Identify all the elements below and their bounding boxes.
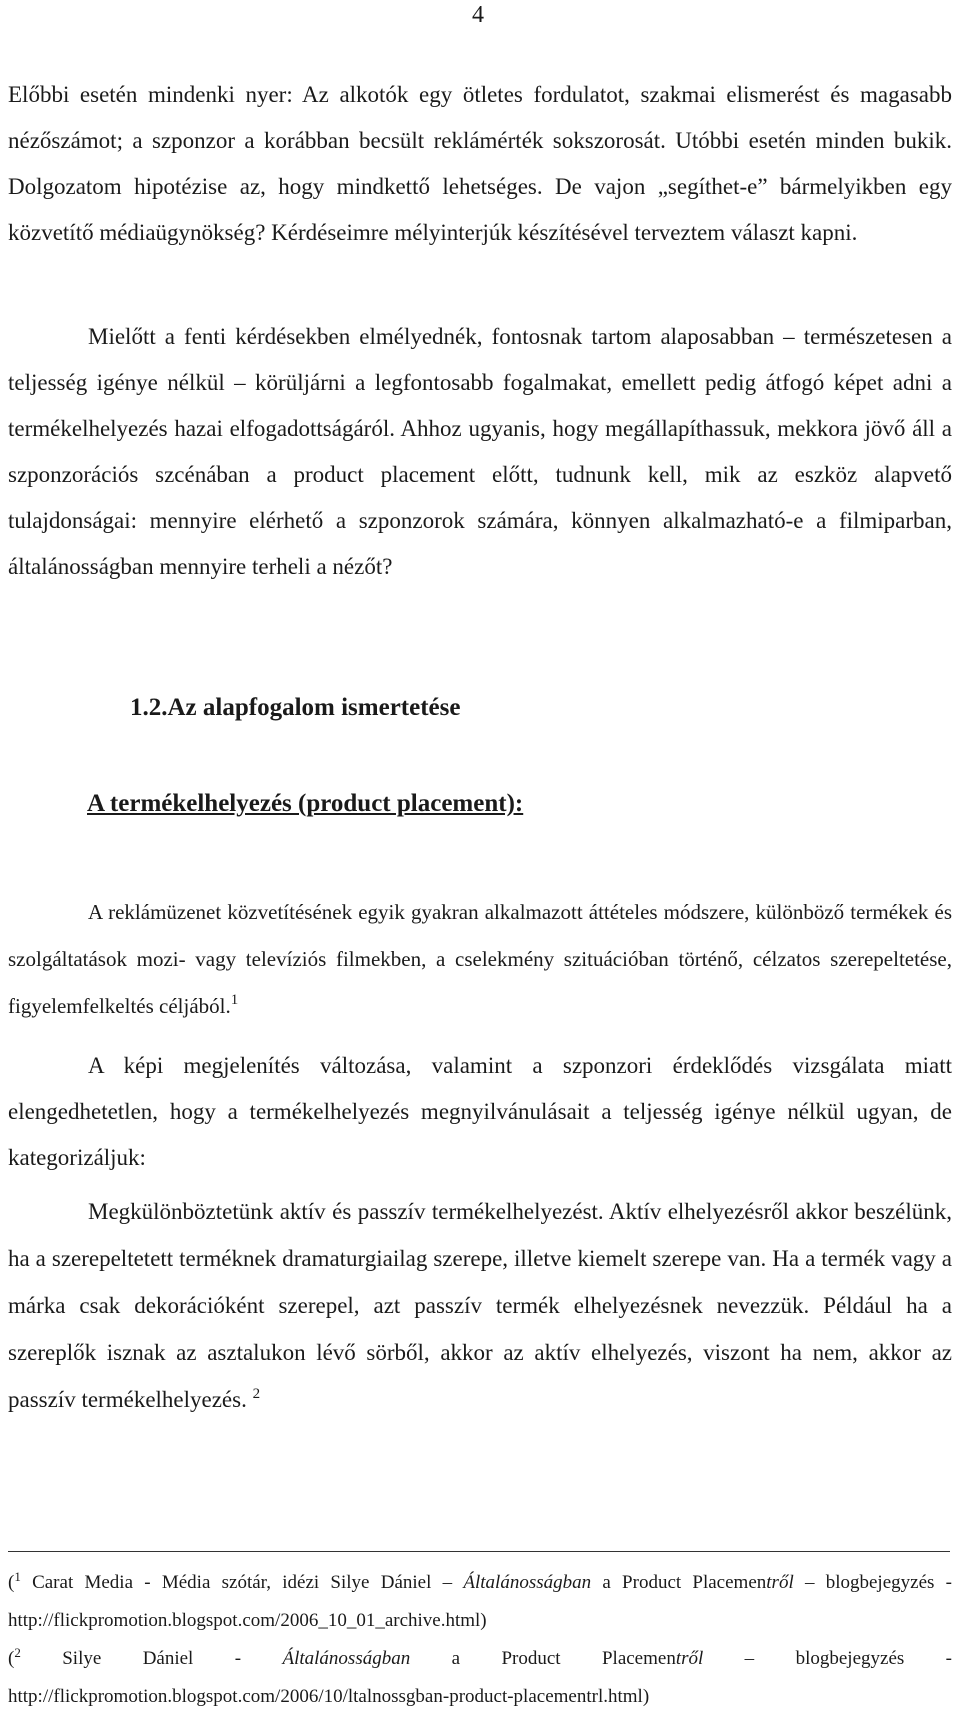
footnote-1-mid: a Product Placemen [591, 1572, 767, 1593]
footnote-2-open: ( [8, 1648, 15, 1669]
page-number: 4 [472, 2, 484, 28]
footnote-2 [8, 1640, 952, 1716]
footnote-1-title: Általánosságban [463, 1572, 592, 1593]
footnote-2-link[interactable]: – blogbejegyzés - http://flickpromotion.blogspot.com/2006/10/ltalnossgban-product-placementrl.html) [8, 1648, 953, 1707]
section-heading: 1.2.Az alapfogalom ismertetése [130, 694, 461, 721]
footnote-1-link[interactable]: – blogbejegyzés - http://flickpromotion.blogspot.com/2006_10_01_archive.html) [8, 1572, 952, 1631]
footnote-1-title-end: tről [766, 1572, 794, 1593]
footnote-1-open: ( [8, 1572, 15, 1593]
footnote-2-title-end: tről [675, 1648, 704, 1669]
footnote-1 [8, 1564, 952, 1640]
footnote-2-title: Általánosságban [282, 1648, 411, 1669]
footnote-1-source: Carat Media - Média szótár, idézi Silye Dániel – [20, 1572, 464, 1593]
footnote-2-mid: a Product Placemen [410, 1648, 676, 1669]
active-passive-text: Megkülönböztetünk aktív és passzív termékelhelyezést. Aktív elhelyezésről akkor beszélünk, ha a szerepeltetett terméknek dramaturgiailag szerepe, illetve kiemelt szerepe van. Ha a termék vagy a márka csak dekorációként szerepel, azt passzív termék elhelyezésnek nevezzük. Például ha a szereplők isznak az asztalukon lévő sörből, akkor az aktív elhelyezés, viszont ha nem, akkor az passzív termékelhelyezés. [8, 1199, 952, 1412]
footnote-1-number: 1 [14, 1569, 21, 1584]
paragraph-active-passive [8, 1188, 952, 1423]
paragraph-visual: A képi megjelenítés változása, valamint a szponzori érdeklődés vizsgálata miatt elengedhetetlen, hogy a termékelhelyezés megnyilvánulásait a teljesség igénye nélkül ugyan, de kategorizáljuk: [8, 1053, 952, 1170]
section-subheading: A termékelhelyezés (product placement): [87, 790, 524, 817]
definition-text: A reklámüzenet közvetítésének egyik gyakran alkalmazott áttételes módszere, különböző termékek és szolgáltatások mozi- vagy televíziós filmekben, a cselekmény szituációban történő, célzatos szerepeltetése, figyelemfelkeltés céljából. [8, 900, 952, 1018]
paragraph-definition [8, 889, 952, 1030]
footnote-ref-2[interactable]: 2 [252, 1386, 261, 1402]
paragraph-intro: Előbbi esetén mindenki nyer: Az alkotók egy ötletes fordulatot, szakmai elismerést és magasabb nézőszámot; a szponzor a korábban becsült reklámérték sokszorosát. Utóbbi esetén minden bukik. Dolgozatom hipotézise az, hogy mindkettő lehetséges. De vajon „segíthet-e” bármelyikben egy közvetítő médiaügynökség? Kérdéseimre mélyinterjúk készítésével terveztem választ kapni. [8, 82, 952, 245]
footnote-2-source: Silye Dániel - [20, 1648, 283, 1669]
footnote-divider [8, 1551, 950, 1552]
footnote-ref-1[interactable]: 1 [230, 992, 239, 1008]
paragraph-motivation: Mielőtt a fenti kérdésekben elmélyednék, fontosnak tartom alaposabban – természetesen a teljesség igénye nélkül – körüljárni a legfontosabb fogalmakat, emellett pedig átfogó képet adni a termékelhelyezés hazai elfogadottságáról. Ahhoz ugyanis, hogy megállapíthassuk, mekkora jövő áll a szponzorációs szcénában a product placement előtt, tudnunk kell, mik az eszköz alapvető tulajdonságai: mennyire elérhető a szponzorok számára, könnyen alkalmazható-e a filmiparban, általánosságban mennyire terheli a nézőt? [8, 324, 952, 579]
footnote-2-number: 2 [14, 1645, 21, 1660]
